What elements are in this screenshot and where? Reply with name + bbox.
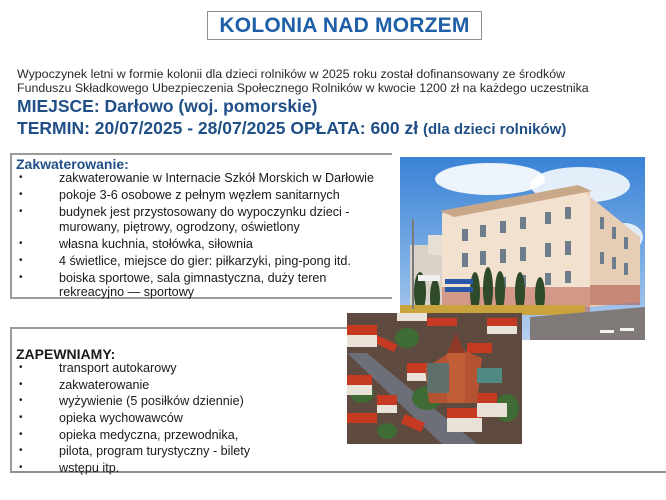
page-title: KOLONIA NAD MORZEM (219, 13, 470, 37)
bullet-icon: • (19, 428, 23, 440)
bullet-icon: • (19, 271, 23, 283)
list-item: • pokoje 3-6 osobowe z pełnym węzłem sanitarnych (19, 188, 340, 202)
bullet-icon: • (19, 206, 23, 217)
list-item: • budynek jest przystosowany do wypoczynku dzieci - murowany, piętrowy, ogrodzony, oświetlony (19, 205, 350, 234)
title-box (207, 11, 482, 40)
list-item: • 4 świetlice, miejsce do gier: piłkarzyki, ping-pong itd. (19, 253, 351, 268)
fee-value: 600 zł (370, 118, 419, 138)
bullet-icon: • (19, 378, 23, 390)
term-label: TERMIN: (17, 118, 90, 138)
list-item: • boiska sportowe, sala gimnastyczna, duży teren rekreacyjno — sportowy (19, 270, 327, 299)
bullet-icon: • (19, 189, 23, 200)
bullet-icon: • (19, 412, 23, 424)
place-value: Darłowo (woj. pomorskie) (104, 96, 318, 116)
provided-heading: ZAPEWNIAMY: (16, 346, 116, 362)
term-line (17, 118, 566, 139)
list-item: • opieka wychowawców (19, 411, 183, 426)
list-item: • pilota, program turystyczny - bilety (19, 444, 251, 459)
bullet-icon: • (19, 445, 23, 457)
fee-note: (dla dzieci rolników) (423, 121, 567, 138)
accommodation-heading: Zakwaterowanie: (16, 156, 129, 172)
place-line (17, 96, 317, 117)
intro-line-2: Funduszu Składkowego Ubezpieczenia Społecznego Rolników w kwocie 1200 zł na każdego uczestnika (17, 81, 589, 95)
fee-label: OPŁATA: (290, 118, 366, 138)
list-item: • wyżywienie (5 posiłków dziennie) (19, 394, 244, 409)
list-item: • opieka medyczna, przewodnika, (19, 427, 239, 442)
bullet-icon: • (19, 172, 23, 183)
aerial-town-photo (347, 313, 522, 444)
place-label: MIEJSCE: (17, 96, 100, 116)
intro-line-1: Wypoczynek letni w formie kolonii dla dzieci rolników w 2025 roku został dofinansowany ze środków (17, 67, 566, 81)
term-value: 20/07/2025 - 28/07/2025 (94, 118, 286, 138)
bullet-icon: • (19, 254, 23, 266)
list-item: • transport autokarowy (19, 361, 177, 375)
bullet-icon: • (19, 395, 23, 407)
provided-list (15, 361, 345, 478)
bullet-icon: • (19, 462, 23, 474)
accommodation-list (15, 171, 390, 302)
bullet-icon: • (19, 237, 23, 249)
list-item: • zakwaterowanie w Internacie Szkół Morskich w Darłowie (19, 171, 374, 185)
intro-paragraph (17, 67, 657, 95)
bullet-icon: • (19, 362, 23, 373)
list-item: • wstępu itp. (19, 461, 120, 476)
list-item: • własna kuchnia, stołówka, siłownia (19, 236, 253, 251)
list-item: • zakwaterowanie (19, 377, 150, 392)
